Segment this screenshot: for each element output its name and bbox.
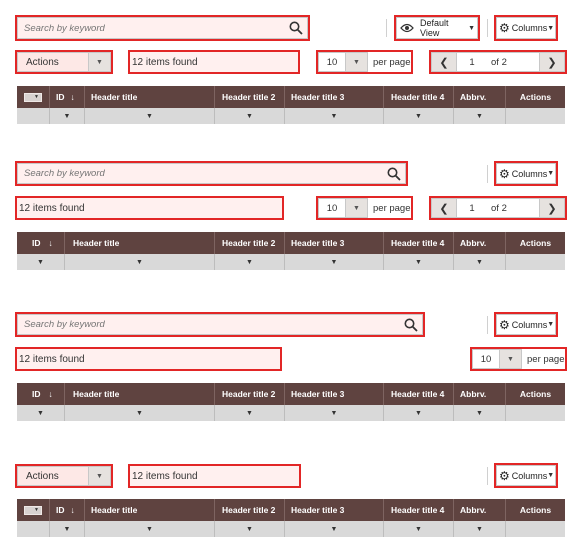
filter-icon[interactable]: ▼: [454, 405, 506, 421]
search-icon[interactable]: [400, 315, 422, 334]
toolbar-divider: [487, 165, 488, 183]
column-header-abbrv[interactable]: Abbrv.: [454, 86, 506, 108]
pagination: [431, 52, 565, 72]
actions-dropdown[interactable]: [17, 52, 111, 72]
filter-icon[interactable]: ▼: [454, 254, 506, 270]
search-input[interactable]: [18, 164, 383, 183]
chevron-down-icon[interactable]: ▼: [88, 53, 110, 71]
column-header-title-2[interactable]: Header title 2: [215, 232, 285, 254]
per-page-label: per page: [373, 56, 411, 68]
total-pages: 2: [501, 56, 507, 68]
items-found-text: 12 items found: [17, 349, 280, 369]
column-header-title-2[interactable]: Header title 2: [215, 383, 285, 405]
sort-arrow-icon: ↓: [70, 505, 75, 515]
prev-page-button[interactable]: ❮: [431, 52, 457, 72]
chevron-down-icon: ▼: [547, 170, 555, 177]
items-found-text: 12 items found: [130, 52, 298, 72]
pagination: [431, 198, 565, 218]
eye-icon: [400, 23, 414, 33]
grid-header-row: [17, 86, 565, 108]
column-header-label: ID: [32, 389, 41, 399]
grid-filter-row: [17, 108, 565, 124]
column-header-title[interactable]: Header title: [65, 232, 215, 254]
filter-icon[interactable]: ▼: [65, 405, 215, 421]
chevron-down-icon: ▼: [547, 24, 555, 32]
grid-header-row: [17, 383, 565, 405]
columns-label: Columns: [511, 470, 548, 481]
column-header-title-3[interactable]: Header title 3: [285, 86, 384, 108]
per-page-value[interactable]: 10: [318, 52, 346, 72]
gear-icon: ⚙: [499, 21, 510, 35]
total-pages: 2: [501, 202, 507, 214]
chevron-down-icon[interactable]: ▼: [346, 198, 368, 218]
filter-icon[interactable]: ▼: [384, 521, 454, 537]
column-header-actions: Actions: [519, 505, 552, 515]
chevron-down-icon[interactable]: ▼: [346, 52, 368, 72]
data-grid: [17, 86, 565, 123]
per-page-selector[interactable]: [318, 198, 411, 218]
chevron-down-icon: ▼: [547, 472, 555, 479]
grid-filter-row: [17, 254, 565, 270]
search-box[interactable]: [17, 314, 423, 335]
next-page-button[interactable]: ❯: [539, 52, 565, 72]
filter-icon[interactable]: ▼: [285, 405, 384, 421]
per-page-label: per page: [373, 202, 411, 214]
grid-filter-row: [17, 405, 565, 421]
data-grid: [17, 232, 565, 269]
column-header-title-2[interactable]: Header title 2: [215, 86, 285, 108]
select-all-cell[interactable]: [17, 499, 50, 521]
items-found-text: 12 items found: [130, 466, 299, 486]
data-grid: [17, 499, 565, 536]
filter-icon[interactable]: ▼: [384, 108, 454, 124]
column-header-title-4[interactable]: Header title 4: [384, 86, 454, 108]
sort-arrow-icon: ↓: [48, 389, 53, 399]
sort-arrow-icon: ↓: [48, 238, 53, 248]
columns-label: Columns: [511, 23, 548, 33]
toolbar-divider: [487, 316, 488, 334]
column-header-label: ID: [32, 238, 41, 248]
column-header-label: ID: [56, 92, 65, 102]
toolbar-divider: [487, 19, 488, 37]
filter-icon[interactable]: ▼: [17, 254, 65, 270]
current-page-input[interactable]: 1: [457, 52, 487, 72]
filter-icon[interactable]: ▼: [384, 254, 454, 270]
filter-icon[interactable]: ▼: [285, 108, 384, 124]
chevron-down-icon[interactable]: ▼: [88, 467, 110, 485]
columns-button[interactable]: [496, 314, 556, 335]
of-label: of: [491, 56, 499, 68]
filter-icon[interactable]: ▼: [215, 254, 285, 270]
columns-button[interactable]: [496, 17, 556, 39]
gear-icon: ⚙: [499, 317, 510, 332]
column-header-title-4[interactable]: Header title 4: [384, 499, 454, 521]
sort-arrow-icon: ↓: [70, 92, 75, 102]
default-view-label: Default View: [420, 18, 449, 38]
per-page-selector[interactable]: [318, 52, 411, 72]
prev-page-button[interactable]: ❮: [431, 198, 457, 218]
column-header-title[interactable]: Header title: [65, 383, 215, 405]
per-page-value[interactable]: 10: [318, 198, 346, 218]
column-header-abbrv[interactable]: Abbrv.: [454, 232, 506, 254]
items-found-text: 12 items found: [17, 198, 282, 218]
columns-label: Columns: [511, 319, 548, 330]
select-all-cell[interactable]: [17, 86, 50, 108]
filter-icon[interactable]: ▼: [384, 405, 454, 421]
toolbar-divider: [487, 467, 488, 485]
per-page-label: per page: [527, 353, 565, 365]
per-page-value[interactable]: 10: [472, 349, 500, 369]
search-icon[interactable]: [285, 18, 307, 38]
column-header-title-2[interactable]: Header title 2: [215, 499, 285, 521]
filter-icon[interactable]: ▼: [285, 521, 384, 537]
actions-dropdown[interactable]: [17, 466, 111, 486]
columns-button[interactable]: [496, 465, 556, 486]
column-header-title[interactable]: Header title: [85, 86, 215, 108]
filter-icon[interactable]: ▼: [285, 254, 384, 270]
filter-icon[interactable]: ▼: [215, 521, 285, 537]
data-grid: [17, 383, 565, 420]
column-header-abbrv[interactable]: Abbrv.: [454, 499, 506, 521]
next-page-button[interactable]: ❯: [539, 198, 565, 218]
columns-label: Columns: [511, 168, 548, 179]
search-icon[interactable]: [383, 164, 405, 183]
filter-icon[interactable]: ▼: [85, 521, 215, 537]
column-header-actions: Actions: [519, 389, 552, 399]
grid-header-row: [17, 499, 565, 521]
actions-label: Actions: [26, 56, 59, 68]
chevron-down-icon[interactable]: ▼: [500, 349, 522, 369]
toolbar-divider: [386, 19, 387, 37]
of-label: of: [491, 202, 499, 214]
search-box[interactable]: [17, 163, 406, 184]
gear-icon: ⚙: [499, 468, 510, 483]
chevron-down-icon: ▼: [547, 321, 555, 328]
column-header-title-3[interactable]: Header title 3: [285, 232, 384, 254]
gear-icon: ⚙: [499, 166, 510, 181]
search-input[interactable]: [18, 18, 285, 38]
column-header-label: ID: [56, 505, 65, 515]
column-header-id[interactable]: [17, 232, 65, 254]
search-input[interactable]: [18, 315, 400, 334]
column-header-title-3[interactable]: Header title 3: [285, 499, 384, 521]
grid-filter-row: [17, 521, 565, 537]
column-header-id[interactable]: [17, 383, 65, 405]
column-header-actions: Actions: [519, 238, 552, 248]
filter-icon[interactable]: ▼: [50, 521, 85, 537]
filter-icon[interactable]: ▼: [17, 405, 65, 421]
column-header-title-3[interactable]: Header title 3: [285, 383, 384, 405]
search-box[interactable]: [17, 17, 308, 39]
default-view-button[interactable]: [396, 17, 478, 39]
per-page-selector[interactable]: [472, 349, 565, 369]
filter-icon[interactable]: ▼: [215, 405, 285, 421]
chevron-down-icon: ▼: [468, 24, 475, 32]
column-header-title-4[interactable]: Header title 4: [384, 232, 454, 254]
current-page-input[interactable]: 1: [457, 198, 487, 218]
actions-label: Actions: [26, 470, 59, 482]
column-header-abbrv[interactable]: Abbrv.: [454, 383, 506, 405]
column-header-title-4[interactable]: Header title 4: [384, 383, 454, 405]
filter-icon[interactable]: ▼: [85, 108, 215, 124]
column-header-title[interactable]: Header title: [85, 499, 215, 521]
column-header-actions: Actions: [519, 92, 552, 102]
columns-button[interactable]: [496, 163, 556, 184]
grid-header-row: [17, 232, 565, 254]
filter-icon[interactable]: ▼: [50, 108, 85, 124]
column-header-id[interactable]: [50, 86, 85, 108]
filter-icon[interactable]: ▼: [454, 108, 506, 124]
filter-icon[interactable]: ▼: [454, 521, 506, 537]
mass-select-checkbox[interactable]: ▼: [24, 506, 42, 515]
column-header-id[interactable]: [50, 499, 85, 521]
mass-select-checkbox[interactable]: ▼: [24, 93, 42, 102]
filter-icon[interactable]: ▼: [65, 254, 215, 270]
filter-icon[interactable]: ▼: [215, 108, 285, 124]
